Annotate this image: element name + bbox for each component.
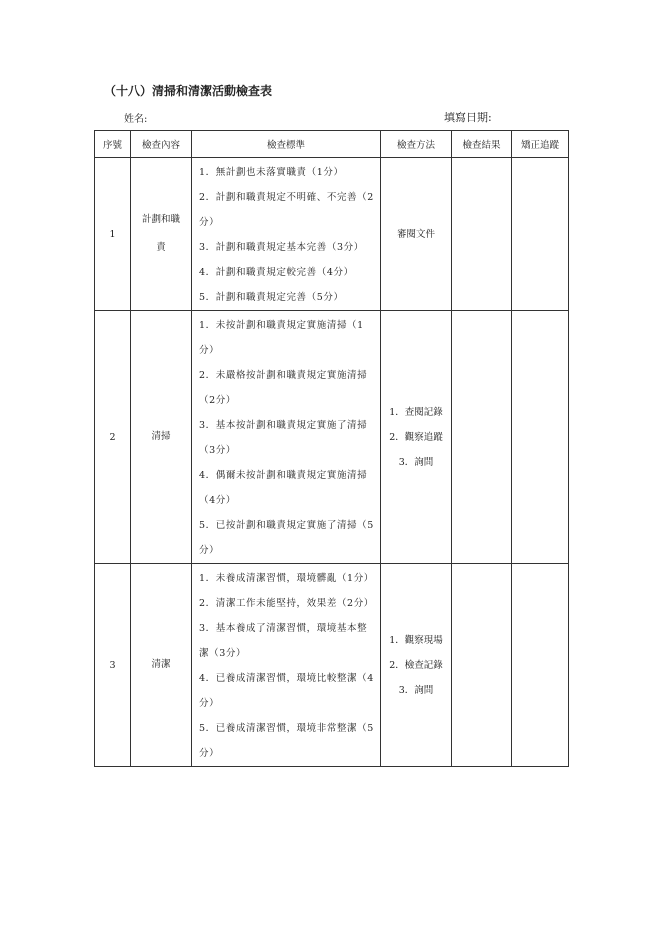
criterion-item: 1．無計劃也未落實職責（1分） <box>199 167 344 178</box>
check-criteria <box>192 564 381 767</box>
criterion-item: 4．已養成清潔習慣，環境比較整潔（4分） <box>199 673 374 709</box>
criterion-item: 1．未按計劃和職責規定實施清掃（1分） <box>199 320 364 356</box>
page-title: （十八）清掃和清潔活動檢查表 <box>104 84 273 98</box>
row-number: 1 <box>95 158 131 311</box>
header-cell: 檢查結果 <box>452 131 512 158</box>
criterion-item: 4．計劃和職責規定較完善（4分） <box>199 267 354 278</box>
criterion-item: 2．未嚴格按計劃和職責規定實施清掃（2分） <box>199 370 368 406</box>
table-header-row <box>95 131 569 158</box>
date-label: 填寫日期: <box>444 111 492 124</box>
check-content <box>131 311 192 564</box>
check-result-cell <box>452 158 512 311</box>
check-method <box>381 564 452 767</box>
followup-cell <box>512 564 569 767</box>
criterion-item: 5．計劃和職責規定完善（5分） <box>199 292 344 303</box>
header-cell: 矯正追蹤 <box>512 131 569 158</box>
table-row <box>95 311 569 564</box>
followup-cell <box>512 158 569 311</box>
inspection-table <box>94 130 569 767</box>
header-cell: 檢查方法 <box>381 131 452 158</box>
row-number: 2 <box>95 311 131 564</box>
header-cell: 檢查標準 <box>192 131 381 158</box>
method-item: 1．查閱記錄 <box>389 406 443 418</box>
content-line: 計劃和職 <box>141 214 180 225</box>
criterion-item: 3．基本按計劃和職責規定實施了清掃（3分） <box>199 420 368 456</box>
method-item: 2．觀察追蹤 <box>389 431 443 443</box>
method-item: 3．詢問 <box>398 684 434 696</box>
criterion-item: 1．未養成清潔習慣，環境髒亂（1分） <box>199 573 374 584</box>
criterion-item: 5．已養成清潔習慣，環境非常整潔（5分） <box>199 723 374 759</box>
name-label: 姓名: <box>124 114 148 125</box>
row-number: 3 <box>95 564 131 767</box>
check-result-cell <box>452 311 512 564</box>
check-method <box>381 158 452 311</box>
check-method <box>381 311 452 564</box>
criterion-item: 2．清潔工作未能堅持，效果差（2分） <box>199 598 374 609</box>
criterion-item: 3．基本養成了清潔習慣，環境基本整潔（3分） <box>199 623 368 659</box>
table-row <box>95 564 569 767</box>
criterion-item: 5．已按計劃和職責規定實施了清掃（5分） <box>199 520 374 556</box>
check-criteria <box>192 158 381 311</box>
method-item: 審閱文件 <box>396 228 435 240</box>
header-cell: 序號 <box>95 131 131 158</box>
content-line: 責 <box>156 242 166 253</box>
followup-cell <box>512 311 569 564</box>
content-line: 清潔 <box>151 659 171 670</box>
method-item: 3．詢問 <box>398 456 434 468</box>
check-content <box>131 158 192 311</box>
criterion-item: 2．計劃和職責規定不明確、不完善（2分） <box>199 192 374 228</box>
method-item: 2．檢查記錄 <box>389 659 443 671</box>
criterion-item: 3．計劃和職責規定基本完善（3分） <box>199 242 364 253</box>
table-row <box>95 158 569 311</box>
check-criteria <box>192 311 381 564</box>
criterion-item: 4．偶爾未按計劃和職責規定實施清掃（4分） <box>199 470 368 506</box>
check-result-cell <box>452 564 512 767</box>
method-item: 1．觀察現場 <box>389 634 443 646</box>
content-line: 清掃 <box>151 431 171 442</box>
header-cell: 檢查內容 <box>131 131 192 158</box>
check-content <box>131 564 192 767</box>
